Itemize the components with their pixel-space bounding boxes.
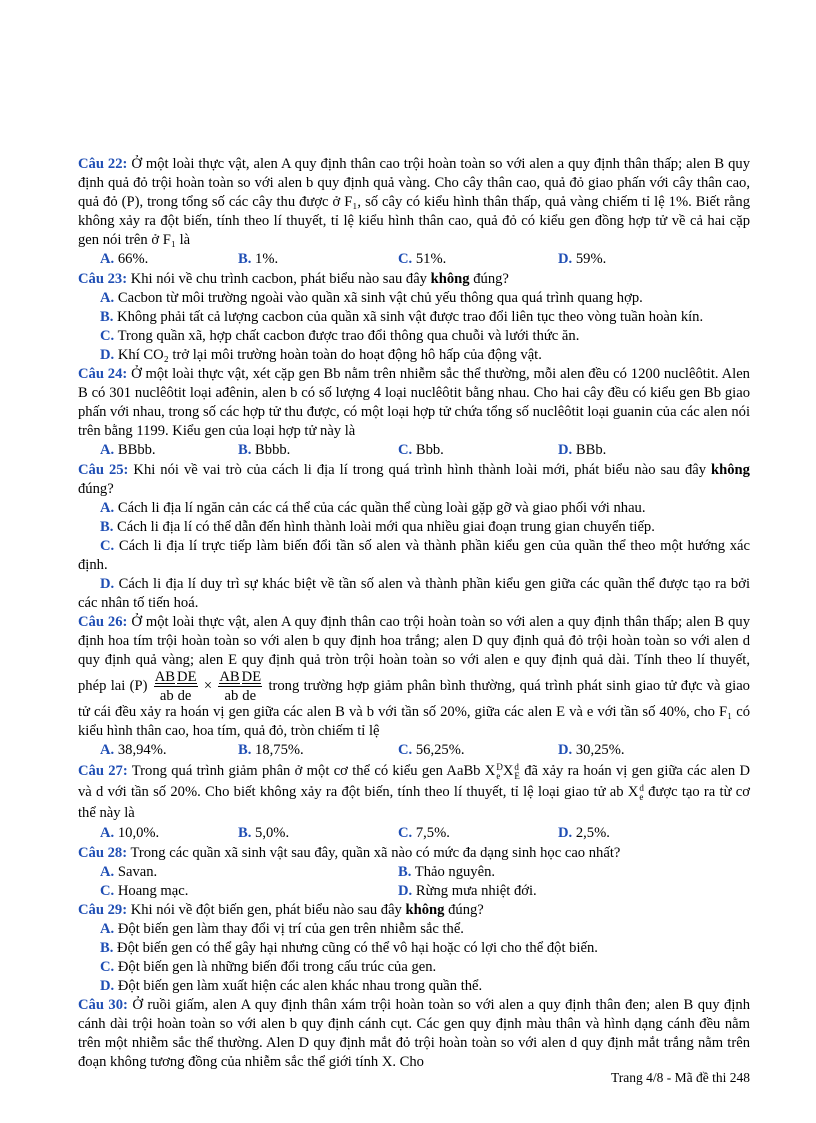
- question-number: Câu 22:: [78, 156, 128, 172]
- option-text: 59%.: [575, 251, 607, 267]
- question-22: [78, 155, 750, 250]
- option-text: Bbb.: [415, 442, 444, 458]
- option-label: D.: [558, 251, 573, 267]
- option-c: [78, 327, 750, 346]
- option-text: BBbb.: [117, 442, 156, 458]
- question-text: đúng?: [444, 902, 484, 918]
- options-row: [78, 250, 750, 269]
- question-number: Câu 26:: [78, 614, 128, 630]
- frac-top-2: DE: [241, 669, 262, 685]
- option-text: Bbbb.: [255, 442, 291, 458]
- option-b: [398, 863, 718, 882]
- question-text: đúng?: [469, 271, 509, 287]
- option-label: C.: [398, 825, 413, 841]
- option-a: [78, 824, 238, 843]
- option-a: [78, 289, 750, 308]
- frac-bot-1: ab: [224, 688, 239, 704]
- option-label: B.: [238, 825, 252, 841]
- option-text: Trong quần xã, hợp chất cacbon được trao đổi thông qua chuỗi và lưới thức ăn.: [117, 328, 580, 344]
- question-24: [78, 365, 750, 441]
- question-text: Khi nói về đột biến gen, phát biểu nào sau đây: [130, 902, 406, 918]
- option-text: Đột biến gen là những biến đổi trong cấu trúc của gen.: [117, 959, 437, 975]
- option-a: [78, 741, 238, 760]
- option-a: [78, 441, 238, 460]
- option-text: 51%.: [415, 251, 447, 267]
- question-text-bold: không: [405, 902, 445, 918]
- option-label: B.: [100, 940, 114, 956]
- option-b: [78, 308, 750, 327]
- question-text: Khi nói về chu trình cacbon, phát biểu nào sau đây: [130, 271, 431, 287]
- option-text: Savan.: [117, 864, 158, 880]
- option-label: C.: [100, 959, 115, 975]
- option-label: D.: [558, 442, 573, 458]
- question-26: [78, 613, 750, 741]
- option-label: A.: [100, 290, 115, 306]
- question-text: Ở một loài thực vật, alen A quy định thân cao trội hoàn toàn so với alen a quy định thân thấp; alen B quy định quả đỏ trội hoàn toàn so với alen b quy định quả vàng. Cho cây thân cao, quả đỏ giao phấn với cây thân cao, quả đỏ (P), trong tổng số các cây thu được ở F₁, số cây có kiểu hình thân thấp, quả vàng chiếm tỉ lệ 1%. Biết rằng không xảy ra đột biến, tính theo lí thuyết, tỉ lệ kiểu hình thân cao, quả đỏ có kiểu gen đồng hợp tử về cả hai cặp gen nói trên ở F₁ là: [78, 156, 750, 248]
- option-d: [558, 250, 718, 269]
- option-text: Cách li địa lí trực tiếp làm biến đổi tần số alen và thành phần kiểu gen của quần thể theo một hướng xác định.: [78, 538, 750, 573]
- question-number: Câu 25:: [78, 462, 129, 478]
- option-b: [238, 824, 398, 843]
- chrom-bot: e: [639, 791, 644, 802]
- option-b: [78, 939, 750, 958]
- option-b: [78, 518, 750, 537]
- option-label: B.: [238, 442, 252, 458]
- option-text: Hoang mạc.: [117, 883, 189, 899]
- option-text: Khí CO₂ trở lại môi trường hoàn toàn do hoạt động hô hấp của động vật.: [117, 347, 542, 363]
- option-text: Đột biến gen làm xuất hiện các alen khác nhau trong quần thể.: [117, 978, 483, 994]
- option-label: C.: [100, 538, 115, 554]
- option-label: B.: [398, 864, 412, 880]
- option-text: Đột biến gen có thể gây hại nhưng cũng có thể vô hại hoặc có lợi cho thể đột biến.: [117, 940, 598, 956]
- option-label: C.: [398, 251, 413, 267]
- option-d: [558, 824, 718, 843]
- option-text: Cách li địa lí ngăn cản các cá thể của các quần thể cùng loài gặp gỡ và giao phối với nhau.: [117, 500, 646, 516]
- question-number: Câu 29:: [78, 902, 128, 918]
- chrom-top: d: [514, 761, 519, 772]
- questions-container: [78, 155, 750, 1072]
- chrom-top: D: [496, 761, 503, 772]
- option-text: 66%.: [117, 251, 149, 267]
- question-28: [78, 844, 750, 863]
- option-c: [78, 537, 750, 575]
- option-label: B.: [100, 519, 114, 535]
- option-label: C.: [100, 328, 115, 344]
- option-d: [78, 346, 750, 365]
- option-b: [238, 441, 398, 460]
- question-text: được tạo ra từ cơ thể này là: [78, 784, 750, 821]
- option-label: D.: [100, 576, 115, 592]
- option-label: A.: [100, 921, 115, 937]
- option-text: 38,94%.: [117, 742, 167, 758]
- question-text: Ở một loài thực vật, alen A quy định thân cao trội hoàn toàn so với alen a quy định thân thấp; alen B quy định hoa tím trội hoàn toàn so với alen b quy định hoa trắng; alen D quy định quả đỏ trội hoàn toàn so với alen d quy định quả vàng; alen E quy định quả tròn trội hoàn toàn so với alen e quy định quả dài. Tính theo lí thuyết, phép lai (P): [78, 614, 750, 694]
- option-c: [398, 441, 558, 460]
- option-label: D.: [558, 825, 573, 841]
- question-23: [78, 270, 750, 289]
- option-label: B.: [100, 309, 114, 325]
- option-text: 56,25%.: [415, 742, 465, 758]
- option-label: A.: [100, 825, 115, 841]
- option-label: A.: [100, 500, 115, 516]
- option-label: B.: [238, 742, 252, 758]
- question-number: Câu 28:: [78, 845, 128, 861]
- question-text: đúng?: [78, 481, 114, 497]
- option-text: Đột biến gen làm thay đổi vị trí của gen trên nhiễm sắc thể.: [117, 921, 464, 937]
- option-text: Không phải tất cả lượng cacbon của quần xã sinh vật được trao đổi liên tục theo vòng tuần hoàn kín.: [117, 309, 704, 325]
- frac-bot-2: de: [177, 688, 192, 704]
- option-label: C.: [398, 442, 413, 458]
- option-label: A.: [100, 251, 115, 267]
- genotype-fraction: [154, 670, 198, 703]
- options-row: [78, 441, 750, 460]
- option-text: 5,0%.: [255, 825, 290, 841]
- option-label: A.: [100, 442, 115, 458]
- option-label: A.: [100, 864, 115, 880]
- option-c: [398, 250, 558, 269]
- question-text: đã xảy ra hoán vị gen giữa các alen D và d với tần số 20%. Cho biết không xảy ra đột biến, tính theo lí thuyết, tỉ lệ loại giao tử ab X: [78, 763, 750, 800]
- option-d: [398, 882, 718, 901]
- option-text: 2,5%.: [575, 825, 610, 841]
- question-text: Trong quá trình giảm phân ở một cơ thể có kiểu gen AaBb X: [131, 763, 496, 779]
- question-text: trong trường hợp giảm phân bình thường, quá trình phát sinh giao tử đực và giao tử cái đều xảy ra hoán vị gen giữa các alen B và b với tần số 20%, giữa các alen E và e với tần số 40%, cho F₁ có kiểu hình thân cao, hoa tím, quả đỏ, tròn chiếm tỉ lệ: [78, 677, 750, 739]
- option-a: [78, 250, 238, 269]
- option-label: A.: [100, 742, 115, 758]
- frac-top-1: AB: [154, 669, 176, 685]
- question-30: [78, 996, 750, 1072]
- option-text: 18,75%.: [255, 742, 304, 758]
- question-text: Ở một loài thực vật, xét cặp gen Bb nằm trên nhiễm sắc thể thường, mỗi alen đều có 1200 nuclêôtit. Alen B có 301 nuclêôtit loại ađênin, alen b có số lượng 4 loại nuclêôtit bằng nhau. Cho hai cây đều có kiểu gen Bb giao phấn với nhau, trong số các hợp tử thu được, có một loại hợp tử chứa tổng số nuclêôtit loại guanin của các alen nói trên bằng 1199. Kiểu gen của loại hợp tử này là: [78, 366, 750, 439]
- frac-bot-1: ab: [159, 688, 174, 704]
- option-text: Rừng mưa nhiệt đới.: [415, 883, 537, 899]
- option-label: D.: [100, 978, 115, 994]
- option-label: D.: [558, 742, 573, 758]
- option-text: 7,5%.: [415, 825, 450, 841]
- options-row: [78, 741, 750, 760]
- option-d: [78, 575, 750, 613]
- question-text-bold: không: [711, 462, 750, 478]
- options-row: [78, 824, 750, 843]
- times-sign: ×: [203, 677, 213, 694]
- question-number: Câu 30:: [78, 997, 128, 1013]
- question-25: [78, 461, 750, 499]
- option-d: [78, 977, 750, 996]
- frac-top-1: AB: [219, 669, 240, 685]
- page-footer: Trang 4/8 - Mã đề thi 248: [611, 1070, 750, 1085]
- option-text: Cacbon từ môi trường ngoài vào quần xã sinh vật chủ yếu thông qua quá trình quang hợp.: [117, 290, 643, 306]
- option-c: [78, 958, 750, 977]
- genotype-fraction: [218, 670, 262, 703]
- option-a: [78, 863, 398, 882]
- question-text-bold: không: [430, 271, 470, 287]
- chrom-base: X: [502, 763, 514, 779]
- question-number: Câu 27:: [78, 763, 128, 779]
- question-number: Câu 23:: [78, 271, 128, 287]
- question-29: [78, 901, 750, 920]
- frac-bot-2: de: [242, 688, 257, 704]
- question-text: Ở ruồi giấm, alen A quy định thân xám trội hoàn toàn so với alen a quy định thân đen; alen B quy định cánh dài trội hoàn toàn so với alen b quy định cánh cụt. Các gen quy định màu thân và hình dạng cánh đều nằm trên một nhiễm sắc thể thường. Alen D quy định mắt đỏ trội hoàn toàn so với alen d quy định mắt trắng nằm trên đoạn không tương đồng của nhiễm sắc thể giới tính X. Cho: [78, 997, 750, 1070]
- option-b: [238, 741, 398, 760]
- option-c: [398, 824, 558, 843]
- option-label: C.: [398, 742, 413, 758]
- option-text: Thảo nguyên.: [414, 864, 496, 880]
- option-label: C.: [100, 883, 115, 899]
- chrom-bot: E: [514, 770, 520, 781]
- option-text: BBb.: [575, 442, 607, 458]
- option-a: [78, 499, 750, 518]
- question-number: Câu 24:: [78, 366, 128, 382]
- option-d: [558, 441, 718, 460]
- option-text: 30,25%.: [575, 742, 625, 758]
- option-c: [398, 741, 558, 760]
- option-label: B.: [238, 251, 252, 267]
- option-c: [78, 882, 398, 901]
- options-grid: [78, 863, 750, 901]
- question-27: [78, 761, 750, 824]
- option-text: Cách li địa lí có thể dẫn đến hình thành loài mới qua nhiều giai đoạn trung gian chuyển tiếp.: [117, 519, 655, 535]
- frac-top-2: DE: [177, 669, 197, 685]
- chrom-bot: e: [496, 770, 501, 781]
- option-text: 1%.: [255, 251, 279, 267]
- option-d: [558, 741, 718, 760]
- option-text: 10,0%.: [117, 825, 160, 841]
- option-label: D.: [398, 883, 413, 899]
- question-text: Trong các quần xã sinh vật sau đây, quần xã nào có mức đa dạng sinh học cao nhất?: [130, 845, 621, 861]
- question-text: Khi nói về vai trò của cách li địa lí trong quá trình hình thành loài mới, phát biểu nào sau đây: [133, 462, 712, 478]
- option-text: Cách li địa lí duy trì sự khác biệt về tần số alen và thành phần kiểu gen giữa các quần thể được tạo ra bởi các nhân tố tiến hoá.: [78, 576, 750, 611]
- option-a: [78, 920, 750, 939]
- option-label: D.: [100, 347, 115, 363]
- chrom-top: d: [639, 782, 644, 793]
- option-b: [238, 250, 398, 269]
